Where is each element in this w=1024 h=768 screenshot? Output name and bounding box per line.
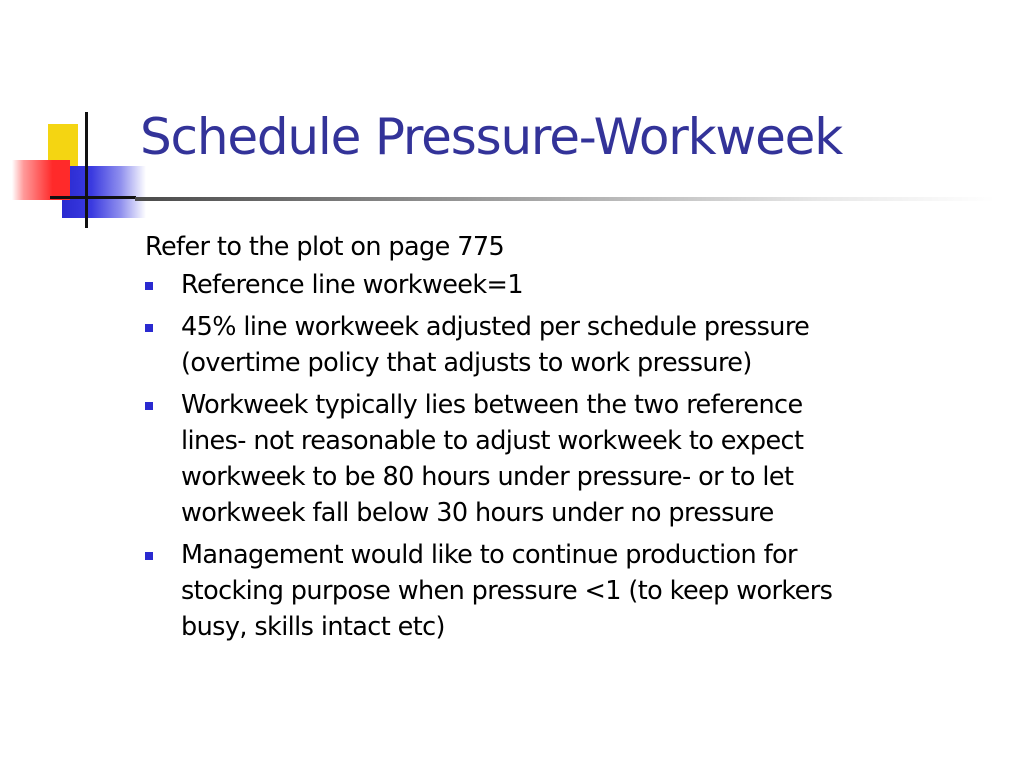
slide-title: Schedule Pressure-Workweek [140, 108, 842, 166]
logo-horizontal-line [50, 196, 136, 199]
bullet-text [181, 309, 1005, 381]
intro-text: Refer to the plot on page 775 [145, 232, 505, 262]
square-bullet-icon [145, 324, 153, 332]
bullet-line: Management would like to continue production for [181, 540, 797, 570]
square-bullet-icon [145, 282, 153, 290]
title-underline-rule [135, 197, 995, 201]
bullet-text [181, 267, 1005, 303]
square-bullet-icon [145, 402, 153, 410]
logo-blue-block [62, 166, 146, 218]
bullet-line: workweek to be 80 hours under pressure- or to let [181, 462, 794, 492]
slide-body [145, 229, 1005, 651]
bullet-item [145, 267, 1005, 303]
bullet-line: stocking purpose when pressure <1 (to keep workers [181, 576, 833, 606]
bullet-list [145, 267, 1005, 645]
bullet-item [145, 309, 1005, 381]
bullet-line: busy, skills intact etc) [181, 612, 445, 642]
bullet-line: Reference line workweek=1 [181, 270, 523, 300]
bullet-line: 45% line workweek adjusted per schedule pressure [181, 312, 810, 342]
bullet-line: lines- not reasonable to adjust workweek to expect [181, 426, 804, 456]
bullet-item [145, 387, 1005, 531]
bullet-line: Workweek typically lies between the two reference [181, 390, 803, 420]
bullet-line: (overtime policy that adjusts to work pressure) [181, 348, 752, 378]
square-bullet-icon [145, 552, 153, 560]
bullet-text [181, 387, 1005, 531]
bullet-item [145, 537, 1005, 645]
logo-vertical-line [85, 112, 88, 228]
bullet-line: workweek fall below 30 hours under no pressure [181, 498, 774, 528]
logo-red-block [12, 160, 70, 200]
bullet-text [181, 537, 1005, 645]
